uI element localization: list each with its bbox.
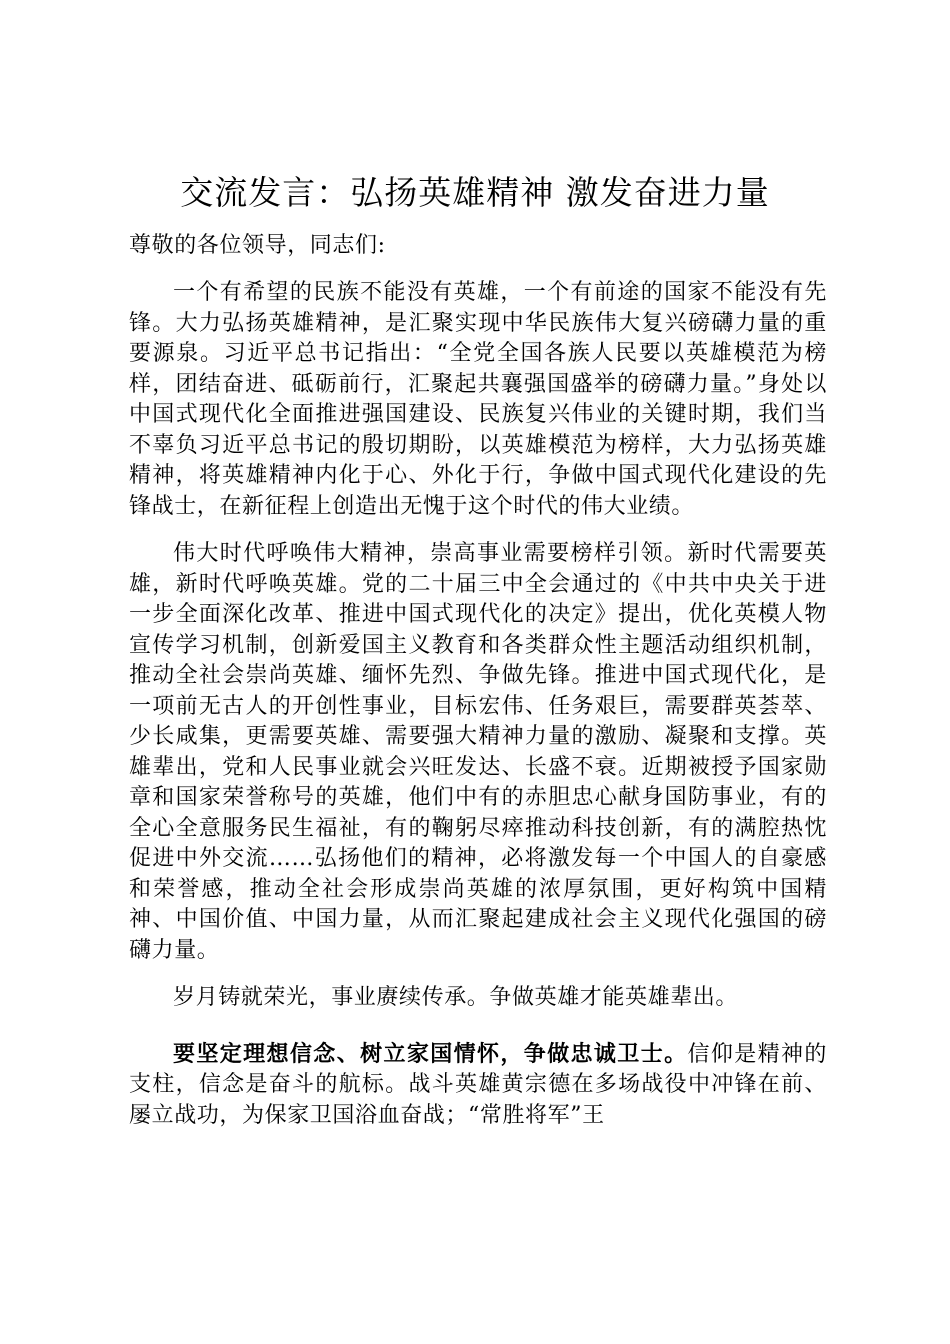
section-heading: 要坚定理想信念、树立家国情怀，争做忠诚卫士。 bbox=[173, 1040, 688, 1067]
document-title: 交流发言：弘扬英雄精神 激发奋进力量 bbox=[180, 173, 770, 212]
paragraph-4 bbox=[129, 1039, 827, 1132]
paragraph-2: 伟大时代呼唤伟大精神，崇高事业需要榜样引领。新时代需要英雄，新时代呼唤英雄。党的二十届三中全会通过的《中共中央关于进一步全面深化改革、推进中国式现代化的决定》提出，优化英模人物宣传学习机制，创新爱国主义教育和各类群众性主题活动组织机制，推动全社会崇尚英雄、缅怀先烈、争做先锋。推进中国式现代化，是一项前无古人的开创性事业，目标宏伟、任务艰巨，需要群英荟萃、少长咸集，更需要英雄、需要强大精神力量的激励、凝聚和支撑。英雄辈出，党和人民事业就会兴旺发达、长盛不衰。近期被授予国家勋章和国家荣誉称号的英雄，他们中有的赤胆忠心献身国防事业，有的全心全意服务民生福祉，有的鞠躬尽瘁推动科技创新，有的满腔热忱促进中外交流……弘扬他们的精神，必将激发每一个中国人的自豪感和荣誉感，推动全社会形成崇尚英雄的浓厚氛围，更好构筑中国精神、中国价值、中国力量，从而汇聚起建成社会主义现代化强国的磅礴力量。 bbox=[129, 541, 827, 963]
section-text: 信仰是精神的支柱，信念是奋斗的航标。战斗英雄黄宗德在多场战役中冲锋在前、屡立战功，为保家卫国浴血奋战；“常胜将军”王 bbox=[129, 1041, 827, 1128]
document-body bbox=[129, 231, 827, 1148]
paragraph-3: 岁月铸就荣光，事业赓续传承。争做英雄才能英雄辈出。 bbox=[173, 985, 739, 1010]
paragraph-1: 一个有希望的民族不能没有英雄，一个有前途的国家不能没有先锋。大力弘扬英雄精神，是汇聚实现中华民族伟大复兴磅礴力量的重要源泉。习近平总书记指出：“全党全国各族人民要以英雄模范为榜样，团结奋进、砥砺前行，汇聚起共襄强国盛举的磅礴力量。”身处以中国式现代化全面推进强国建设、民族复兴伟业的关键时期，我们当不辜负习近平总书记的殷切期盼，以英雄模范为榜样，大力弘扬英雄精神，将英雄精神内化于心、外化于行，争做中国式现代化建设的先锋战士，在新征程上创造出无愧于这个时代的伟大业绩。 bbox=[129, 280, 827, 519]
salutation: 尊敬的各位领导，同志们: bbox=[129, 233, 386, 258]
